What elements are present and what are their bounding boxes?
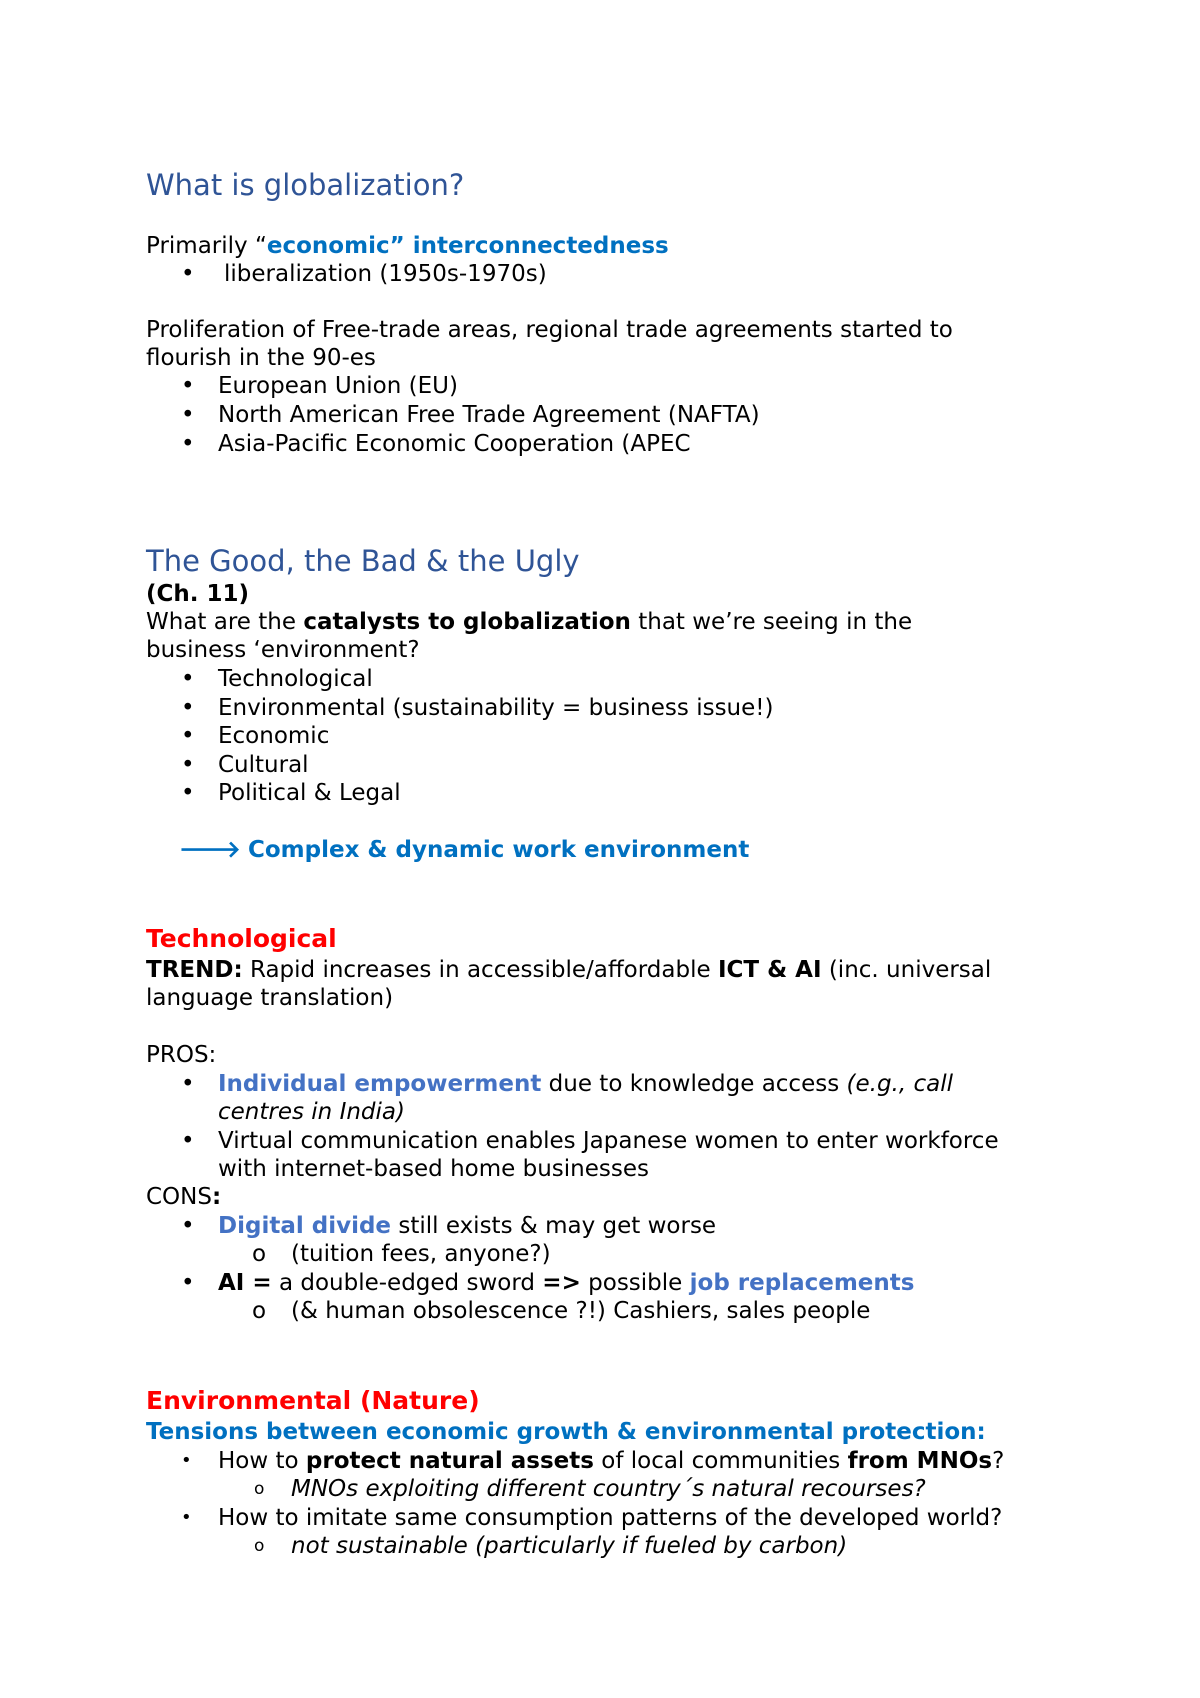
- list-item: Individual empowerment due to knowledge access (e.g., call: [218, 1071, 954, 1097]
- intro-line: Primarily “economic” interconnectedness: [146, 233, 669, 259]
- list-item-continued: centres in India): [218, 1099, 405, 1125]
- list-item-continued: with internet-based home businesses: [218, 1156, 649, 1182]
- list-item: AI = a double-edged sword => possible job replacements: [218, 1270, 915, 1296]
- sub-list-item: (& human obsolescence ?!) Cashiers, sales people: [291, 1298, 871, 1324]
- bullet-icon: •: [181, 780, 195, 806]
- sub-bullet-icon: o: [252, 1241, 267, 1267]
- bullet-icon: •: [181, 1270, 195, 1296]
- list-item: Asia-Pacific Economic Cooperation (APEC: [218, 431, 691, 457]
- bullet-icon: •: [181, 1507, 192, 1528]
- arrow-right-icon: 🡒: [179, 837, 241, 863]
- question-line: What are the catalysts to globalization that we’re seeing in the: [146, 609, 913, 635]
- list-item: Political & Legal: [218, 780, 401, 806]
- list-item: North American Free Trade Agreement (NAFTA): [218, 402, 760, 428]
- list-item: How to protect natural assets of local communities from MNOs?: [218, 1448, 1005, 1474]
- bullet-icon: •: [181, 431, 195, 457]
- list-item: Cultural: [218, 752, 309, 778]
- heading-technological: Technological: [146, 924, 337, 953]
- cons-label: CONS:: [146, 1184, 222, 1210]
- list-item: Environmental (sustainability = business issue!): [218, 695, 774, 721]
- bullet-icon: •: [181, 666, 195, 692]
- trend-line: language translation): [146, 985, 394, 1011]
- sub-bullet-icon: o: [254, 1536, 265, 1556]
- question-line: business ‘environment?: [146, 637, 420, 663]
- bullet-icon: •: [181, 1128, 195, 1154]
- heading-environmental: Environmental (Nature): [146, 1386, 480, 1415]
- sub-list-item: MNOs exploiting different country´s natural recourses?: [291, 1476, 926, 1502]
- list-item: European Union (EU): [218, 373, 458, 399]
- bullet-icon: •: [181, 261, 195, 287]
- bullet-icon: •: [181, 1071, 195, 1097]
- sub-bullet-icon: o: [254, 1479, 265, 1499]
- sub-list-item: (tuition fees, anyone?): [291, 1241, 551, 1267]
- heading-what-is-globalization: What is globalization?: [146, 168, 465, 202]
- trend-line: TREND: Rapid increases in accessible/affordable ICT & AI (inc. universal: [146, 957, 992, 983]
- bullet-icon: •: [181, 1450, 192, 1471]
- bullet-icon: •: [181, 1213, 195, 1239]
- list-item: Technological: [218, 666, 373, 692]
- chapter-reference: (Ch. 11): [146, 581, 250, 607]
- list-item: Virtual communication enables Japanese women to enter workforce: [218, 1128, 999, 1154]
- heading-good-bad-ugly: The Good, the Bad & the Ugly: [146, 544, 580, 578]
- list-item: liberalization (1950s-1970s): [224, 261, 547, 287]
- sub-list-item: not sustainable (particularly if fueled by carbon): [291, 1533, 848, 1559]
- list-item: Economic: [218, 723, 330, 749]
- sub-bullet-icon: o: [252, 1298, 267, 1324]
- list-item: How to imitate same consumption patterns of the developed world?: [218, 1505, 1003, 1531]
- subheading-tensions: Tensions between economic growth & environmental protection:: [146, 1419, 986, 1445]
- bullet-icon: •: [181, 752, 195, 778]
- paragraph-line: flourish in the 90-es: [146, 345, 376, 371]
- bullet-icon: •: [181, 723, 195, 749]
- bullet-icon: •: [181, 695, 195, 721]
- paragraph-line: Proliferation of Free-trade areas, regional trade agreements started to: [146, 317, 953, 343]
- pros-label: PROS:: [146, 1042, 217, 1068]
- list-item: Digital divide still exists & may get worse: [218, 1213, 717, 1239]
- bullet-icon: •: [181, 402, 195, 428]
- conclusion-line: 🡒 Complex & dynamic work environment: [179, 837, 750, 863]
- bullet-icon: •: [181, 373, 195, 399]
